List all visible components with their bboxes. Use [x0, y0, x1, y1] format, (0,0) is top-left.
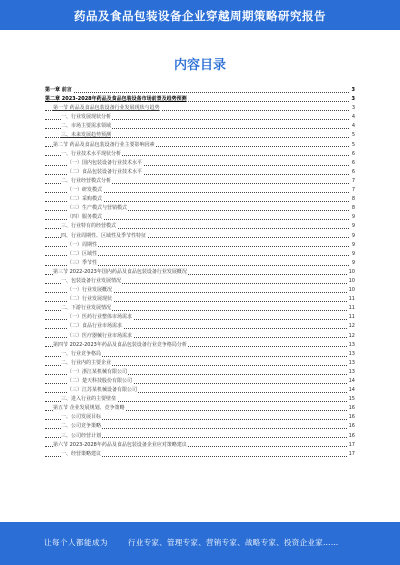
toc-entry[interactable]	[45, 86, 355, 95]
toc-entry[interactable]	[45, 386, 355, 395]
toc-entry-page: 4	[351, 122, 355, 131]
toc-entry-label: （三）季节性	[67, 259, 98, 266]
toc-entry[interactable]	[45, 113, 355, 122]
toc-entry-label: 二、行业经营模式分析	[61, 177, 112, 184]
toc-entry-page: 16	[348, 422, 355, 431]
toc-entry[interactable]	[45, 186, 355, 195]
toc-entry-page: 16	[348, 404, 355, 413]
toc-entry-label: （一）行业发展概况	[67, 287, 113, 294]
toc-entry-page: 9	[351, 259, 355, 268]
toc-entry[interactable]	[45, 377, 355, 386]
toc-entry-label: 第四节 2022-2023年药品及食品包装设备行业竞争格局分析	[53, 341, 187, 348]
toc-entry[interactable]	[45, 168, 355, 177]
toc-entry-page: 8	[351, 195, 355, 204]
toc-entry-page: 5	[351, 131, 355, 140]
toc-entry-label: （一）研发模式	[67, 187, 103, 194]
toc-entry-page: 12	[348, 332, 355, 341]
toc-entry-label: 二、下游行业发展情况	[61, 305, 112, 312]
footer-slogan-right: 行业专家、管理专家、营销专家、战略专家、投资企业家……	[128, 538, 339, 547]
toc-entry-label: 四、行业周期性、区域性及季节性特征	[61, 232, 147, 239]
toc-entry-label: （二）区域性	[67, 250, 98, 257]
toc-entry-page: 10	[348, 268, 355, 277]
toc-entry[interactable]	[45, 313, 355, 322]
toc-entry[interactable]	[45, 341, 355, 350]
toc-entry-page: 3	[351, 86, 355, 95]
toc-entry-page: 8	[351, 204, 355, 213]
toc-entry-page: 9	[351, 222, 355, 231]
toc-entry-label: 一、行业竞争格局	[61, 350, 102, 357]
toc-entry[interactable]	[45, 404, 355, 413]
toc-entry-label: 第三节 2022-2023年国内药品及食品包装设备行业发展概况	[53, 268, 187, 275]
toc-entry-page: 13	[348, 359, 355, 368]
toc-entry-label: 三、进入行业的主要壁垒	[61, 396, 117, 403]
toc-entry-page: 7	[351, 177, 355, 186]
toc-entry-label: 第六节 2023-2028年药品及食品包装设备企业应对策略建议	[53, 441, 187, 448]
toc-entry[interactable]	[45, 332, 355, 341]
toc-entry-page: 4	[351, 113, 355, 122]
toc-entry[interactable]	[45, 259, 355, 268]
toc-entry-page: 10	[348, 277, 355, 286]
toc-entry[interactable]	[45, 222, 355, 231]
toc-entry[interactable]	[45, 304, 355, 313]
toc-entry-page: 6	[351, 159, 355, 168]
toc-entry-page: 11	[348, 313, 355, 322]
toc-entry-label: （四）服务模式	[67, 214, 103, 221]
toc-entry-label: （一）浙江某机械有限公司	[67, 368, 128, 375]
toc-entry-page: 15	[348, 395, 355, 404]
toc-entry-label: 一、公司发展目标	[61, 414, 102, 421]
toc-entry-page: 9	[351, 250, 355, 259]
toc-entry[interactable]	[45, 232, 355, 241]
toc-entry[interactable]	[45, 213, 355, 222]
table-of-contents	[45, 86, 355, 459]
toc-entry[interactable]	[45, 432, 355, 441]
toc-entry[interactable]	[45, 359, 355, 368]
toc-entry[interactable]	[45, 141, 355, 150]
toc-entry-page: 11	[348, 304, 355, 313]
toc-entry-page: 6	[351, 168, 355, 177]
toc-entry-page: 17	[348, 441, 355, 450]
toc-entry[interactable]	[45, 131, 355, 140]
toc-entry-page: 13	[348, 341, 355, 350]
toc-entry[interactable]	[45, 104, 355, 113]
toc-entry-label: 二、市场主要需求领域	[61, 123, 112, 130]
toc-entry[interactable]	[45, 350, 355, 359]
report-title: 药品及食品包装设备企业穿越周期策略研究报告	[74, 9, 326, 23]
toc-entry-label: 二、公司竞争策略	[61, 423, 102, 430]
toc-entry-label: （一）医药行业整体市场需求	[67, 314, 133, 321]
toc-entry-label: （三）江苏某机械设备有限公司	[67, 387, 138, 394]
toc-entry-label: 一、包装设备行业发展情况	[61, 277, 122, 284]
toc-entry-label: （二）食品包装设备行业技术水平	[67, 168, 143, 175]
toc-entry[interactable]	[45, 150, 355, 159]
toc-entry-label: （二）采购模式	[67, 196, 103, 203]
toc-entry-page: 17	[348, 450, 355, 459]
header-bar	[0, 0, 400, 30]
toc-entry-label: 三、未来发展趋势预测	[61, 132, 112, 139]
toc-entry-label: 三、行业特有的经营模式	[61, 223, 117, 230]
footer-bar	[0, 522, 400, 565]
toc-entry[interactable]	[45, 122, 355, 131]
toc-entry-label: 第一节 药品及食品包装设备行业发展现状与趋势	[53, 105, 160, 112]
toc-entry[interactable]	[45, 159, 355, 168]
toc-entry-label: （一）国内包装设备行业技术水平	[67, 159, 143, 166]
toc-entry[interactable]	[45, 195, 355, 204]
toc-entry-page: 5	[351, 141, 355, 150]
toc-entry[interactable]	[45, 250, 355, 259]
toc-entry-label: 一、行业技术水平现状分析	[61, 150, 122, 157]
toc-entry[interactable]	[45, 268, 355, 277]
toc-entry[interactable]	[45, 413, 355, 422]
toc-dot-leader	[45, 92, 349, 93]
toc-entry-page: 7	[351, 186, 355, 195]
toc-entry[interactable]	[45, 177, 355, 186]
toc-entry[interactable]	[45, 95, 355, 104]
toc-entry-page: 10	[348, 286, 355, 295]
toc-entry-label: 第二节 药品及食品包装设备行业主要影响因素	[53, 141, 155, 148]
toc-entry[interactable]	[45, 286, 355, 295]
toc-entry-label: （三）生产模式与营销模式	[67, 205, 128, 212]
toc-entry[interactable]	[45, 368, 355, 377]
toc-entry-page: 9	[351, 241, 355, 250]
toc-entry-label: 第五节 企业发展规划、竞争策略	[53, 405, 125, 412]
toc-entry[interactable]	[45, 450, 355, 459]
footer-slogan-left: 让每个人都能成为	[44, 538, 108, 547]
toc-heading: 内容目录	[173, 58, 226, 73]
toc-entry-label: （一）周期性	[67, 241, 98, 248]
toc-entry-label: （二）食品行业市场需求	[67, 323, 123, 330]
toc-entry-label: （二）行业发展现状	[67, 296, 113, 303]
toc-entry-page: 14	[348, 377, 355, 386]
toc-entry-page: 11	[348, 295, 355, 304]
toc-entry[interactable]	[45, 395, 355, 404]
toc-entry-page: 16	[348, 432, 355, 441]
toc-entry-page: 9	[351, 232, 355, 241]
toc-entry-page: 9	[351, 213, 355, 222]
toc-entry[interactable]	[45, 295, 355, 304]
toc-entry-label: 二、行业内的主要企业	[61, 359, 112, 366]
toc-entry-label: 一、经营策略建议	[61, 450, 102, 457]
toc-entry-page: 3	[351, 95, 355, 104]
toc-entry-label: 一、行业发展现状分析	[61, 114, 112, 121]
toc-entry-label: 三、公司经营计划	[61, 432, 102, 439]
toc-entry-page: 13	[348, 350, 355, 359]
toc-entry-label: 第一章 前言	[45, 87, 72, 93]
toc-entry-page: 3	[351, 104, 355, 113]
toc-entry-label: （二）楚天科技股份有限公司	[67, 378, 133, 384]
toc-entry-label: 第二章 2023-2028年药品及食品包装设备市场前景及趋势预测	[45, 96, 187, 103]
toc-entry-label: （三）医疗器械行业市场需求	[67, 332, 133, 339]
toc-entry-page: 16	[348, 413, 355, 422]
toc-entry-page: 6	[351, 150, 355, 159]
toc-entry[interactable]	[45, 441, 355, 450]
toc-entry[interactable]	[45, 204, 355, 213]
toc-entry[interactable]	[45, 322, 355, 331]
toc-entry[interactable]	[45, 422, 355, 431]
toc-entry[interactable]	[45, 277, 355, 286]
toc-entry-page: 13	[348, 368, 355, 377]
toc-entry[interactable]	[45, 241, 355, 250]
toc-entry-page: 12	[348, 322, 355, 331]
toc-entry-page: 14	[348, 386, 355, 395]
